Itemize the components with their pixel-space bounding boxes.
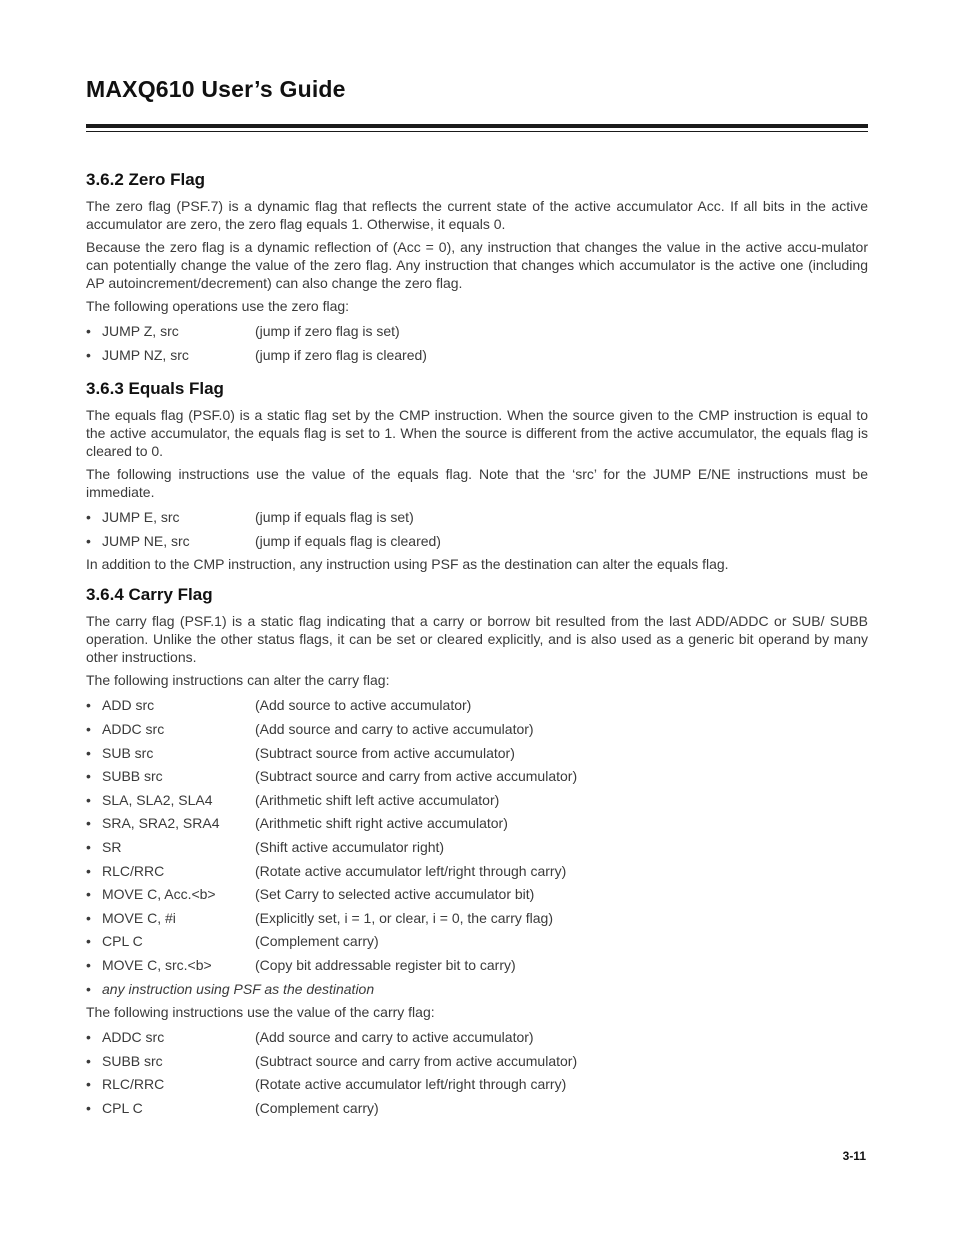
instruction-list	[86, 320, 868, 367]
list-item	[86, 765, 868, 789]
document-title: MAXQ610 User’s Guide	[86, 76, 346, 102]
list-item	[86, 978, 868, 1002]
instruction-term: MOVE C, #i	[102, 909, 176, 926]
instruction-term: JUMP E, src	[102, 509, 180, 526]
instruction-desc: (Subtract source from active accumulator)	[255, 744, 515, 761]
instruction-term: MOVE C, src.<b>	[102, 956, 212, 973]
bullet-icon: •	[86, 532, 91, 549]
instruction-list	[86, 506, 868, 553]
list-item	[86, 907, 868, 931]
bullet-icon: •	[86, 744, 91, 761]
bullet-icon: •	[86, 980, 91, 997]
instruction-desc: (Set Carry to selected active accumulator bit)	[255, 886, 535, 903]
bullet-icon: •	[86, 791, 91, 808]
list-item	[86, 506, 868, 530]
bullet-icon: •	[86, 1029, 91, 1046]
section-heading: 3.6.2 Zero Flag	[86, 170, 206, 189]
paragraph: Because the zero flag is a dynamic reflection of (Acc = 0), any instruction that changes the value in the active accu-mulator can potentially change the value of the zero flag. Any instruction that changes which accumulator is the active one (including AP autoincrement/decrement) can also change the zero flag.	[86, 239, 868, 291]
instruction-desc: (Explicitly set, i = 1, or clear, i = 0, the carry flag)	[255, 909, 553, 926]
bullet-icon: •	[86, 815, 91, 832]
instruction-desc: (Add source to active accumulator)	[255, 697, 472, 714]
bullet-icon: •	[86, 886, 91, 903]
paragraph: The following instructions use the value of the carry flag:	[86, 1004, 435, 1021]
bullet-icon: •	[86, 346, 91, 363]
page-number: 3-11	[842, 1149, 866, 1163]
paragraph: The zero flag (PSF.7) is a dynamic flag that reflects the current state of the active accumulator Acc. If all bits in the active accumulator are zero, the zero flag equals 1. Otherwise, it equals 0.	[86, 198, 868, 232]
list-item	[86, 742, 868, 766]
paragraph: The following instructions can alter the carry flag:	[86, 672, 390, 689]
section-heading: 3.6.4 Carry Flag	[86, 585, 213, 605]
instruction-desc: (Add source and carry to active accumulator)	[255, 1029, 534, 1046]
paragraph: The carry flag (PSF.1) is a static flag indicating that a carry or borrow bit resulted from the last ADD/ADDC or SUB/ SUBB operation. Unlike the other status flags, it can be set or cleared explicitly, and is also used as a generic bit operand by many other instructions.	[86, 613, 868, 666]
instruction-term: SR	[102, 838, 122, 855]
header-rule-thick	[86, 124, 868, 128]
bullet-icon: •	[86, 323, 91, 339]
instruction-term: SUB src	[102, 744, 154, 761]
instruction-desc: (Add source and carry to active accumulator)	[255, 720, 534, 737]
bullet-icon: •	[86, 720, 91, 737]
bullet-icon: •	[86, 697, 91, 714]
instruction-term: any instruction using PSF as the destination	[102, 980, 375, 997]
page-content	[86, 168, 868, 1130]
bullet-icon: •	[86, 1099, 91, 1116]
instruction-desc: (Copy bit addressable register bit to carry)	[255, 956, 516, 973]
instruction-desc: (jump if zero flag is set)	[255, 323, 400, 339]
list-item	[86, 812, 868, 836]
instruction-term: JUMP NZ, src	[102, 346, 189, 363]
instruction-term: JUMP Z, src	[102, 323, 179, 339]
instruction-term: SRA, SRA2, SRA4	[102, 815, 220, 832]
instruction-desc: (Rotate active accumulator left/right through carry)	[255, 1076, 567, 1093]
section-carry-flag	[86, 583, 868, 1120]
bullet-icon: •	[86, 838, 91, 855]
list-item	[86, 530, 868, 554]
list-item	[86, 1026, 868, 1050]
section-equals-flag	[86, 377, 868, 573]
list-item	[86, 860, 868, 884]
list-item	[86, 930, 868, 954]
instruction-desc: (Complement carry)	[255, 933, 379, 950]
instruction-term: RLC/RRC	[102, 1076, 165, 1093]
instruction-list	[86, 1026, 868, 1120]
bullet-icon: •	[86, 768, 91, 785]
instruction-term: SUBB src	[102, 1052, 163, 1069]
bullet-icon: •	[86, 862, 91, 879]
section-heading: 3.6.3 Equals Flag	[86, 379, 224, 399]
list-item	[86, 1050, 868, 1074]
list-item	[86, 344, 868, 368]
instruction-term: CPL C	[102, 1099, 143, 1116]
bullet-icon: •	[86, 1052, 91, 1069]
list-item	[86, 836, 868, 860]
list-item	[86, 694, 868, 718]
instruction-term: ADDC src	[102, 1029, 165, 1046]
instruction-desc: (jump if equals flag is set)	[255, 509, 414, 526]
instruction-desc: (Complement carry)	[255, 1099, 379, 1116]
instruction-term: SLA, SLA2, SLA4	[102, 791, 213, 808]
instruction-term: JUMP NE, src	[102, 532, 190, 549]
bullet-icon: •	[86, 956, 91, 973]
instruction-desc: (jump if zero flag is cleared)	[255, 346, 427, 363]
paragraph: In addition to the CMP instruction, any instruction using PSF as the destination can alter the equals flag.	[86, 556, 729, 573]
instruction-desc: (Arithmetic shift right active accumulator)	[255, 815, 508, 832]
paragraph: The equals flag (PSF.0) is a static flag set by the CMP instruction. When the source given to the CMP instruction is equal to the active accumulator, the equals flag is set to 1. When the source is different from the active accumulator, the equals flag is cleared to 0.	[86, 407, 868, 460]
instruction-desc: (Subtract source and carry from active accumulator)	[255, 1052, 578, 1069]
instruction-term: ADD src	[102, 697, 155, 714]
paragraph: The following instructions use the value of the equals flag. Note that the ‘src’ for the JUMP E/NE instructions must be immediate.	[86, 466, 868, 501]
instruction-desc: (Shift active accumulator right)	[255, 838, 445, 855]
instruction-term: ADDC src	[102, 720, 165, 737]
bullet-icon: •	[86, 509, 91, 526]
section-zero-flag	[86, 168, 868, 367]
list-item	[86, 320, 868, 344]
list-item	[86, 954, 868, 978]
instruction-term: CPL C	[102, 933, 143, 950]
list-item	[86, 883, 868, 907]
header-rule-thin	[86, 131, 868, 132]
paragraph: The following operations use the zero flag:	[86, 298, 350, 314]
instruction-term: RLC/RRC	[102, 862, 165, 879]
instruction-term: SUBB src	[102, 768, 163, 785]
instruction-list	[86, 694, 868, 1001]
list-item	[86, 1097, 868, 1121]
list-item	[86, 789, 868, 813]
instruction-desc: (jump if equals flag is cleared)	[255, 532, 441, 549]
instruction-desc: (Rotate active accumulator left/right through carry)	[255, 862, 567, 879]
bullet-icon: •	[86, 909, 91, 926]
list-item	[86, 718, 868, 742]
instruction-term: MOVE C, Acc.<b>	[102, 886, 216, 903]
instruction-desc: (Subtract source and carry from active accumulator)	[255, 768, 578, 785]
list-item	[86, 1073, 868, 1097]
bullet-icon: •	[86, 1076, 91, 1093]
bullet-icon: •	[86, 933, 91, 950]
instruction-desc: (Arithmetic shift left active accumulator)	[255, 791, 500, 808]
